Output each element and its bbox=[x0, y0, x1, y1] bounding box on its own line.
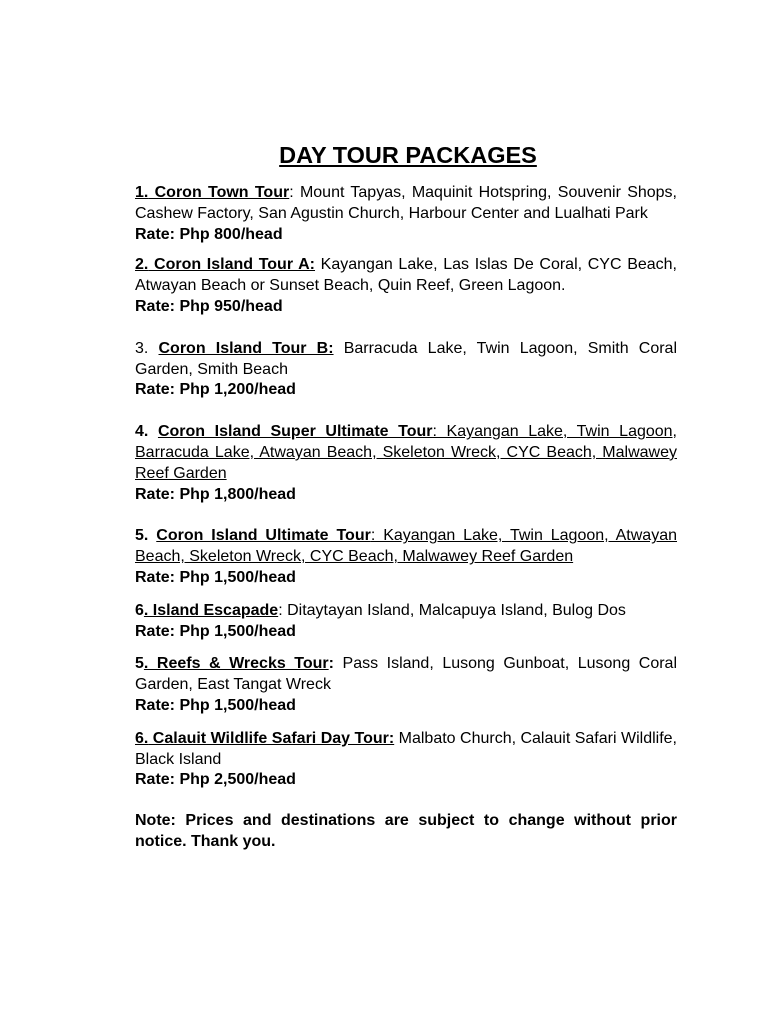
package-4-number: 4. bbox=[135, 423, 149, 441]
package-1-number: 1. bbox=[135, 184, 149, 201]
package-5-name: Coron Island Ultimate Tour bbox=[156, 527, 371, 545]
package-6-name: . Island Escapade bbox=[143, 601, 279, 619]
package-6-description: : Ditaytayan Island, Malcapuya Island, Bulog Dos bbox=[278, 601, 626, 619]
package-8-number: 6. bbox=[135, 729, 149, 747]
package-7-description: Pass Island, Lusong Gunboat, Lusong Coral Garden, East Tangat Wreck bbox=[135, 655, 677, 694]
package-4-description: : Kayangan Lake, Twin Lagoon, Barracuda Lake, Atwayan Beach, Skeleton Wreck, CYC Beach, Malwawey Reef Garden bbox=[135, 423, 678, 482]
package-3-rate: Rate: Php 1,200/head bbox=[135, 381, 296, 399]
package-2 bbox=[135, 255, 677, 317]
package-2-number: 2. bbox=[135, 256, 149, 274]
package-2-name: Coron Island Tour A: bbox=[148, 256, 316, 274]
package-6 bbox=[135, 601, 677, 643]
package-3-name: Coron Island Tour B: bbox=[158, 339, 334, 357]
package-5-rate: Rate: Php 1,500/head bbox=[135, 568, 296, 586]
package-4-rate: Rate: Php 1,800/head bbox=[135, 485, 296, 503]
package-8 bbox=[135, 729, 677, 791]
page-title: DAY TOUR PACKAGES bbox=[279, 142, 537, 168]
package-5-number: 5. bbox=[135, 527, 149, 545]
package-5-description: : Kayangan Lake, Twin Lagoon, Atwayan Beach, Skeleton Wreck, CYC Beach, Malwawey Reef Garden bbox=[135, 527, 678, 566]
package-7 bbox=[135, 654, 677, 716]
package-5 bbox=[135, 526, 677, 588]
package-6-rate: Rate: Php 1,500/head bbox=[135, 622, 296, 640]
package-1-name: Coron Town Tour bbox=[148, 184, 290, 201]
package-8-description: Malbato Church, Calauit Safari Wildlife, Black Island bbox=[135, 729, 677, 768]
price-note: Note: Prices and destinations are subject to change without prior notice. Thank you. bbox=[135, 812, 677, 850]
package-4 bbox=[135, 422, 677, 505]
package-8-name: Calauit Wildlife Safari Day Tour: bbox=[148, 729, 395, 747]
package-1 bbox=[135, 183, 677, 245]
package-8-rate: Rate: Php 2,500/head bbox=[135, 771, 296, 789]
package-3-number: 3. bbox=[135, 339, 149, 357]
package-1-description: Mount Tapyas, Maquinit Hotspring, Souvenir Shops, Cashew Factory, San Agustin Church, Harbour Center and Lualhati Park bbox=[135, 184, 678, 222]
package-3 bbox=[135, 339, 677, 401]
package-2-description: Kayangan Lake, Las Islas De Coral, CYC Beach, Atwayan Beach or Sunset Beach, Quin Reef, Green Lagoon. bbox=[135, 256, 678, 295]
package-4-name: Coron Island Super Ultimate Tour bbox=[157, 423, 433, 441]
package-7-name: . Reefs & Wrecks Tour bbox=[143, 655, 329, 673]
package-6-number: 6 bbox=[135, 601, 144, 619]
package-2-rate: Rate: Php 950/head bbox=[135, 297, 283, 315]
package-7-rate: Rate: Php 1,500/head bbox=[135, 696, 296, 714]
package-1-rate: Rate: Php 800/head bbox=[135, 225, 283, 243]
package-7-number: 5 bbox=[135, 655, 144, 673]
package-1-sep: : bbox=[289, 184, 294, 201]
package-7-sep: : bbox=[328, 655, 334, 673]
document-page bbox=[135, 140, 677, 853]
package-3-description: Barracuda Lake, Twin Lagoon, Smith Coral Garden, Smith Beach bbox=[135, 339, 677, 378]
